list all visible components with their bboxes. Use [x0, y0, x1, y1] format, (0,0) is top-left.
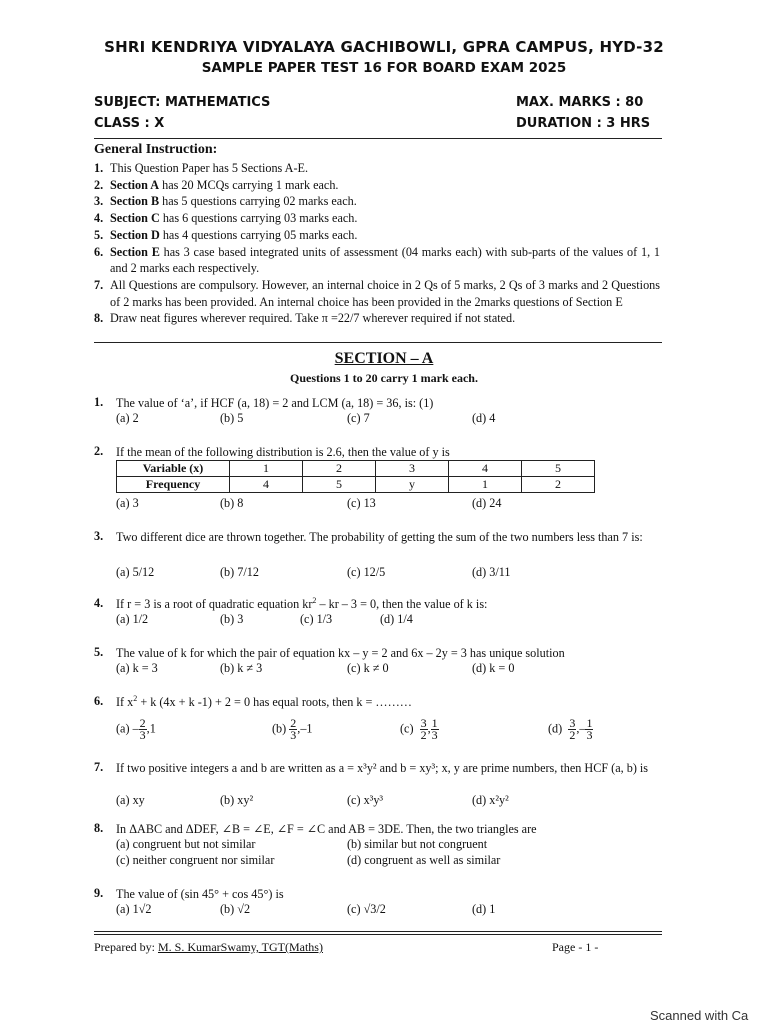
option-c: (c) neither congruent nor similar	[116, 853, 275, 867]
option-d: (d) 4	[472, 411, 496, 425]
paper-title: SAMPLE PAPER TEST 16 FOR BOARD EXAM 2025	[201, 60, 567, 76]
section-title: SECTION – A	[334, 350, 434, 367]
option-d: (d) x²y²	[472, 793, 509, 807]
max-marks-label: MAX. MARKS : 80	[516, 95, 644, 110]
option-a: (a) 3	[116, 496, 139, 510]
option-a: (a) 2	[116, 411, 139, 425]
option-a: (a) 1√2	[116, 902, 152, 916]
option-b: (b) similar but not congruent	[347, 837, 488, 851]
distribution-table: Variable (x) 1 2 3 4 5 Frequency 4 5 y 1 2	[116, 460, 595, 493]
option-d: (d) 24	[472, 496, 502, 510]
option-d: (d) congruent as well as similar	[347, 853, 501, 867]
instructions-title: General Instruction:	[94, 142, 218, 157]
option-c: (c) $\frac{3}{2}$ , $\frac{1}{3}$	[400, 716, 438, 742]
section-subtitle: Questions 1 to 20 carry 1 mark each.	[290, 371, 478, 385]
footer-divider-secondary	[94, 934, 662, 935]
option-d: (d) $\frac{3}{2}$ ,– $\frac{1}{3}$	[548, 716, 593, 742]
option-a: (a) – $\frac{2}{3}$ ,1	[116, 716, 156, 742]
option-c: (c) √3/2	[347, 902, 386, 916]
instructions-list	[94, 160, 660, 327]
option-b: (b) 3	[220, 612, 244, 626]
option-b: (b) k ≠ 3	[220, 661, 263, 675]
instruction-item: 4. Section C has 6 questions carrying 03 marks each.	[94, 211, 358, 226]
instruction-item: 6. Section E has 3 case based integrated units of assessment (04 marks each) with sub-parts of the values of 1, 1 and 2 marks each respectively.	[94, 244, 661, 276]
subject-label: SUBJECT: MATHEMATICS	[94, 95, 271, 110]
option-d: (d) 3/11	[472, 565, 511, 579]
instruction-item: 8. Draw neat figures wherever required. Take π =22/7 wherever required if not stated.	[94, 311, 516, 326]
option-c: (c) 7	[347, 411, 370, 425]
option-c: (c) x³y³	[347, 793, 384, 807]
header-divider	[94, 138, 662, 139]
instructions-divider	[94, 342, 662, 343]
class-label: CLASS : X	[94, 116, 165, 131]
option-a: (a) 1/2	[116, 612, 149, 626]
option-b: (b) 8	[220, 496, 244, 510]
option-d: (d) 1/4	[380, 612, 413, 626]
option-c: (c) k ≠ 0	[347, 661, 389, 675]
prepared-by: Prepared by: M. S. KumarSwamy, TGT(Maths)	[94, 940, 323, 954]
page-number: Page - 1 -	[552, 940, 599, 954]
option-a: (a) 5/12	[116, 565, 155, 579]
instruction-item: 5. Section D has 4 questions carrying 05 marks each.	[94, 227, 358, 242]
option-b: (b) 5	[220, 411, 244, 425]
option-a: (a) k = 3	[116, 661, 158, 675]
duration-label: DURATION : 3 HRS	[516, 116, 651, 131]
footer-divider	[94, 931, 662, 932]
instruction-item: 2. Section A has 20 MCQs carrying 1 mark each.	[94, 177, 339, 192]
option-b: (b) $\frac{2}{3}$ ,–1	[272, 716, 313, 742]
instruction-item: 3. Section B has 5 questions carrying 02 marks each.	[94, 194, 357, 209]
option-c: (c) 13	[347, 496, 376, 510]
option-c: (c) 1/3	[300, 612, 333, 626]
author-name: M. S. KumarSwamy, TGT(Maths)	[157, 940, 323, 954]
option-b: (b) √2	[220, 902, 251, 916]
option-d: (d) 1	[472, 902, 496, 916]
option-b: (b) xy²	[220, 793, 254, 807]
option-c: (c) 12/5	[347, 565, 386, 579]
option-a: (a) xy	[116, 793, 145, 807]
scanner-watermark: Scanned with Ca	[650, 1008, 749, 1023]
instruction-item: 1. This Question Paper has 5 Sections A-E.	[94, 161, 309, 175]
option-a: (a) congruent but not similar	[116, 837, 256, 851]
option-b: (b) 7/12	[220, 565, 259, 579]
school-name: SHRI KENDRIYA VIDYALAYA GACHIBOWLI, GPRA CAMPUS, HYD-32	[104, 38, 664, 56]
option-d: (d) k = 0	[472, 661, 515, 675]
exam-page: SHRI KENDRIYA VIDYALAYA GACHIBOWLI, GPRA CAMPUS, HYD-32 SAMPLE PAPER TEST 16 FOR BOARD EXAM 2025 SUBJECT: MATHEMATICS CLASS : X MAX. MARKS : 80 DURATION : 3 HRS General Instruction: 1. This Question Paper has 5 Sections A-E. 2. Section A has 20 MCQs carrying 1 mark each. 3. Section B has 5 questions carrying 02 marks each. 4. Section C has 6 questions carrying 03 marks each. 5. Section D has 4 questions carrying 05 marks each. 6. Section E has 3 case based integrated units of assessment (04 marks each) with sub-parts of the values of 1, 1 and 2 marks each respectively. 7. All Questions are compulsory. However, an internal choice in 2 Qs of 5 marks, 2 Qs of 3 marks and 2 Questions of 2 marks has been provided. An internal choice has been provided in the 2marks questions of Section E 8. Draw neat figures wherever required. Take π =22/7 wherever required if not stated. SECTION – A Questions 1 to 20 carry 1 mark each. 1. The value of ‘a’, if HCF (a, 18) = 2 and LCM (a, 18) = 36, is: (1) (a) 2 (b) 5 (c) 7 (d) 4 2. If the mean of the following distribution is 2.6, then the value of y is Variable (x) 1 2 3 4 5 Frequency 4 5 y 1 2 (a) 3 (b) 8 (c) 13 (d) 24 3. Two different dice are thrown together. The probability of getting the sum of the two numbers less than 7 is: (a) 5/12 (b) 7/12 (c) 12/5 (d) 3/11 4. If r = 3 is a root of quadratic equation $kr^2$ – kr – 3 = 0, then the value of k is: (a) 1/2 (b) 3 (c) 1/3 (d) 1/4 5. The value of k for which the pair of equation kx – y = 2 and 6x – 2y = 3 has unique solution (a) k = 3 (b) k ≠ 3 (c) k ≠ 0 (d) k = 0 6. If $x^2 + k$ (4x + k -1) + 2 = 0 has equal roots, then k = ……… (a) – $\frac{2}{3}$ ,1 (b) $\frac{2}{3}$ ,–1 (c) $\frac{3}{2}$ , $\frac{1}{3}$ (d) $\frac{3}{2}$ ,– $\frac{1}{3}$ 7. If two positive integers a and b are written as a = x³y² and b = xy³; x, y are prime numbers, then HCF (a, b) is (a) xy (b) xy² (c) x³y³ (d) x²y² 8. In ΔABC and ΔDEF, ∠B = ∠E, ∠F = ∠C and AB = 3DE. Then, the two triangles are (a) congruent but not similar (b) similar but not congruent (c) neither congruent nor similar (d) congruent as well as similar 9. The value of (sin 45° + cos 45°) is (a) 1√2 (b) √2 (c) √3/2 (d) 1 Prepared by: M. S. KumarSwamy, TGT(Maths) Page - 1 - Scanned with Ca	[0, 0, 768, 1024]
instruction-item: 7. All Questions are compulsory. However, an internal choice in 2 Qs of 5 marks, 2 Qs of 3 marks and 2 Questions of 2 marks has been provided. An internal choice has been provided in the 2marks questions of Section E	[94, 277, 660, 309]
